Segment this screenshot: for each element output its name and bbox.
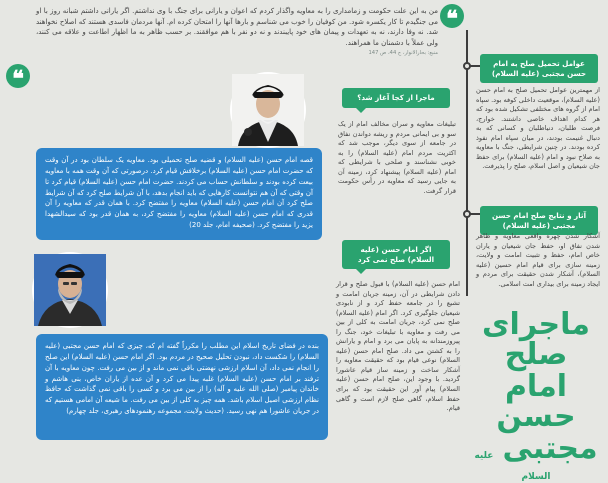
timeline-connector	[470, 65, 480, 67]
quote-icon: ❝	[440, 4, 464, 28]
portrait-khamenei-illustration	[34, 254, 106, 326]
quote-icon: ❝	[6, 64, 30, 88]
timeline-dot	[463, 62, 471, 70]
khomeini-quote-text: قصه امام حسن (علیه السلام) و قضیه صلح تحمیلی بود. معاویه یک سلطان بود در آن وقت که حضرت امام حسن (علیه السلام) برخلافش قیام کرد. درصورتی که آن وقت همه با معاویه بیعت کرده بودند و سلطانش حساب می کردند. حضرت امام حسن (علیه السلام) قیام کرد تا آن وقتی که آن هم نتوانست کارهایی که باید انجام بدهد، با آن شرایط صلح کرد که آن شرایط صلح کرد آن امام حسن (علیه السلام) معاویه را مفتضح کرد. با همان قدر که معاویه را آن قدری که امام حسن (علیه السلام) معاویه را مفتضح کرد، به همان قدر بود که سیدالشهدا یزید را مفتضح کرد. (صحیفه امام، جلد 20)	[45, 156, 313, 230]
section-title-why: اگر امام حسن (علیه السلام) صلح نمی کرد	[342, 240, 450, 269]
page-title	[470, 307, 602, 483]
title-line-3: مجتبی	[502, 431, 598, 466]
khamenei-quote-text: بنده در فضای تاریخ اسلام این مطلب را مکرراً گفته ام که، چیزی که امام حسن مجتبی (علیه السلام) را شکست داد، نبودن تحلیل صحیح در مردم بود. اگر امام حسن (علیه السلام) این صلح را انجام نمی داد، آن اسلام ارزشی نهضتی باقی نمی ماند و از بین می رفت. چون معاویه با آن ترفند بر امام حسن (علیه السلام) غلبه پیدا می کرد و آن عده از یاران خاص، بنی هاشم و خاندان پیامبر (صلی الله علیه و آله) را از بین می برد و کسی را باقی نمی گذاشت که حافظ نظام ارزشی اصیل اسلام باشد. همه چیز به کلی از بین می رفت. ما شیعه آن امامی هستیم که در جریان عاشورا هم نهی رسید. (حدیث ولایت، مجموعه رهنمودهای رهبری، جلد چهارم)	[45, 342, 319, 416]
khomeini-quote-box	[36, 148, 322, 240]
section-text-begin: تبلیغات معاویه و سران مخالف امام از یک سو و بی ایمانی مردم و ریشه دواندن نفاق در جامعه از سوی دیگر، موجب شد که اکثریت مردم امام (علیه السلام) را به خوبی نشناسند و صلحی با شرایطی که امام (علیه السلام) پیشنهاد کرد، زمینه آن به جایی رسید که معاویه در رأس حکومت قرار گرفت.	[338, 120, 456, 195]
top-quote-text: من به این علت حکومت و زمامداری را به معاویه واگذار کردم که اعوان و یارانی برای جنگ با وی نداشتم. اگر یارانی داشتم شبانه روز با او می جنگیدم تا کار یکسره شود. من کوفیان را خوب می شناسم و بارها آنها را امتحان کرده ام. آنها مردمان فاسدی هستند که اصلاح نخواهند شد. نه وفا دارند، نه به تعهدات و پیمان های خود پایبندند و نه دو نفر با هم موافقند. بر حسب ظاهر به ما اظهار اطاعت و علاقه می کنند، ولی عملاً با دشمنان ما همراهند.	[36, 7, 438, 47]
top-quote	[36, 6, 438, 66]
portrait-khomeini	[232, 74, 304, 146]
section-title-effects: آثار و نتایج صلح امام حسن مجتبی (علیه السلام)	[480, 206, 598, 235]
title-line-1: ماجرای صلح	[482, 307, 590, 372]
portrait-khomeini-illustration	[232, 74, 304, 146]
timeline-line	[466, 248, 468, 296]
timeline-connector	[470, 213, 480, 215]
section-title-factors: عوامل تحمیل صلح به امام حسن مجتبی (علیه السلام)	[480, 54, 598, 83]
section-text-factors: از مهمترین عوامل تحمیل صلح به امام حسن (علیه السلام)، موقعیت داخلی کوفه بود. سپاه امام از گروه های مختلفی تشکیل شده بود که هر کدام اهداف خاصی داشتند. خوارج، فرصت طلبان، دنیاطلبان و کسانی که به دنبال غنیمت بودند، در میان سپاه امام نفوذ کرده بودند. در چنین شرایطی، جنگ با معاویه به صلاح نبود و امام (علیه السلام) برای حفظ جان شیعیان و اصل اسلام، صلح را پذیرفت.	[476, 86, 600, 171]
portrait-khamenei	[34, 254, 106, 326]
top-quote-source: منبع: بحارالانوار، ج 44، ص 147	[368, 50, 438, 56]
timeline-dot	[463, 210, 471, 218]
title-line-3-suffix: علیه السلام	[474, 451, 551, 482]
khamenei-quote-box	[36, 334, 328, 440]
section-title-begin: ماجرا از کجا آغاز شد؟	[342, 88, 450, 108]
section-text-effects: آشکار شدن چهره واقعی معاویه و ظاهر شدن نفاق او، حفظ جان شیعیان و یاران خاص امام، حفظ و تثبیت امامت و ولایت، زمینه سازی برای قیام امام حسین (علیه السلام)، آشکار شدن حقیقت برای مردم و ایجاد زمینه برای بیداری امت اسلامی.	[476, 232, 600, 288]
title-line-2: امام حسن	[496, 369, 576, 434]
section-text-why: امام حسن (علیه السلام) با قبول صلح و قرار دادن شرایطی در آن، زمینه جریان امامت و تشیع را در جامعه حفظ کرد و از نابودی شیعیان جلوگیری کرد. اگر امام (علیه السلام) صلح نمی کرد، جریان امامت به کلی از بین می رفت و معاویه با تبلیغات خود، جنگ را پیروزمندانه به پایان می برد و امام و یارانش را به کشتن می داد. صلح امام حسن (علیه السلام) نوعی قیام بود که حقیقت معاویه را آشکار ساخت و زمینه ساز قیام عاشورا گردید. با وجود این، صلح امام حسن (علیه السلام) پیام آور این حقیقت بود که برای حفظ اسلام، گاهی صلح لازم است و گاهی قیام.	[336, 280, 460, 413]
